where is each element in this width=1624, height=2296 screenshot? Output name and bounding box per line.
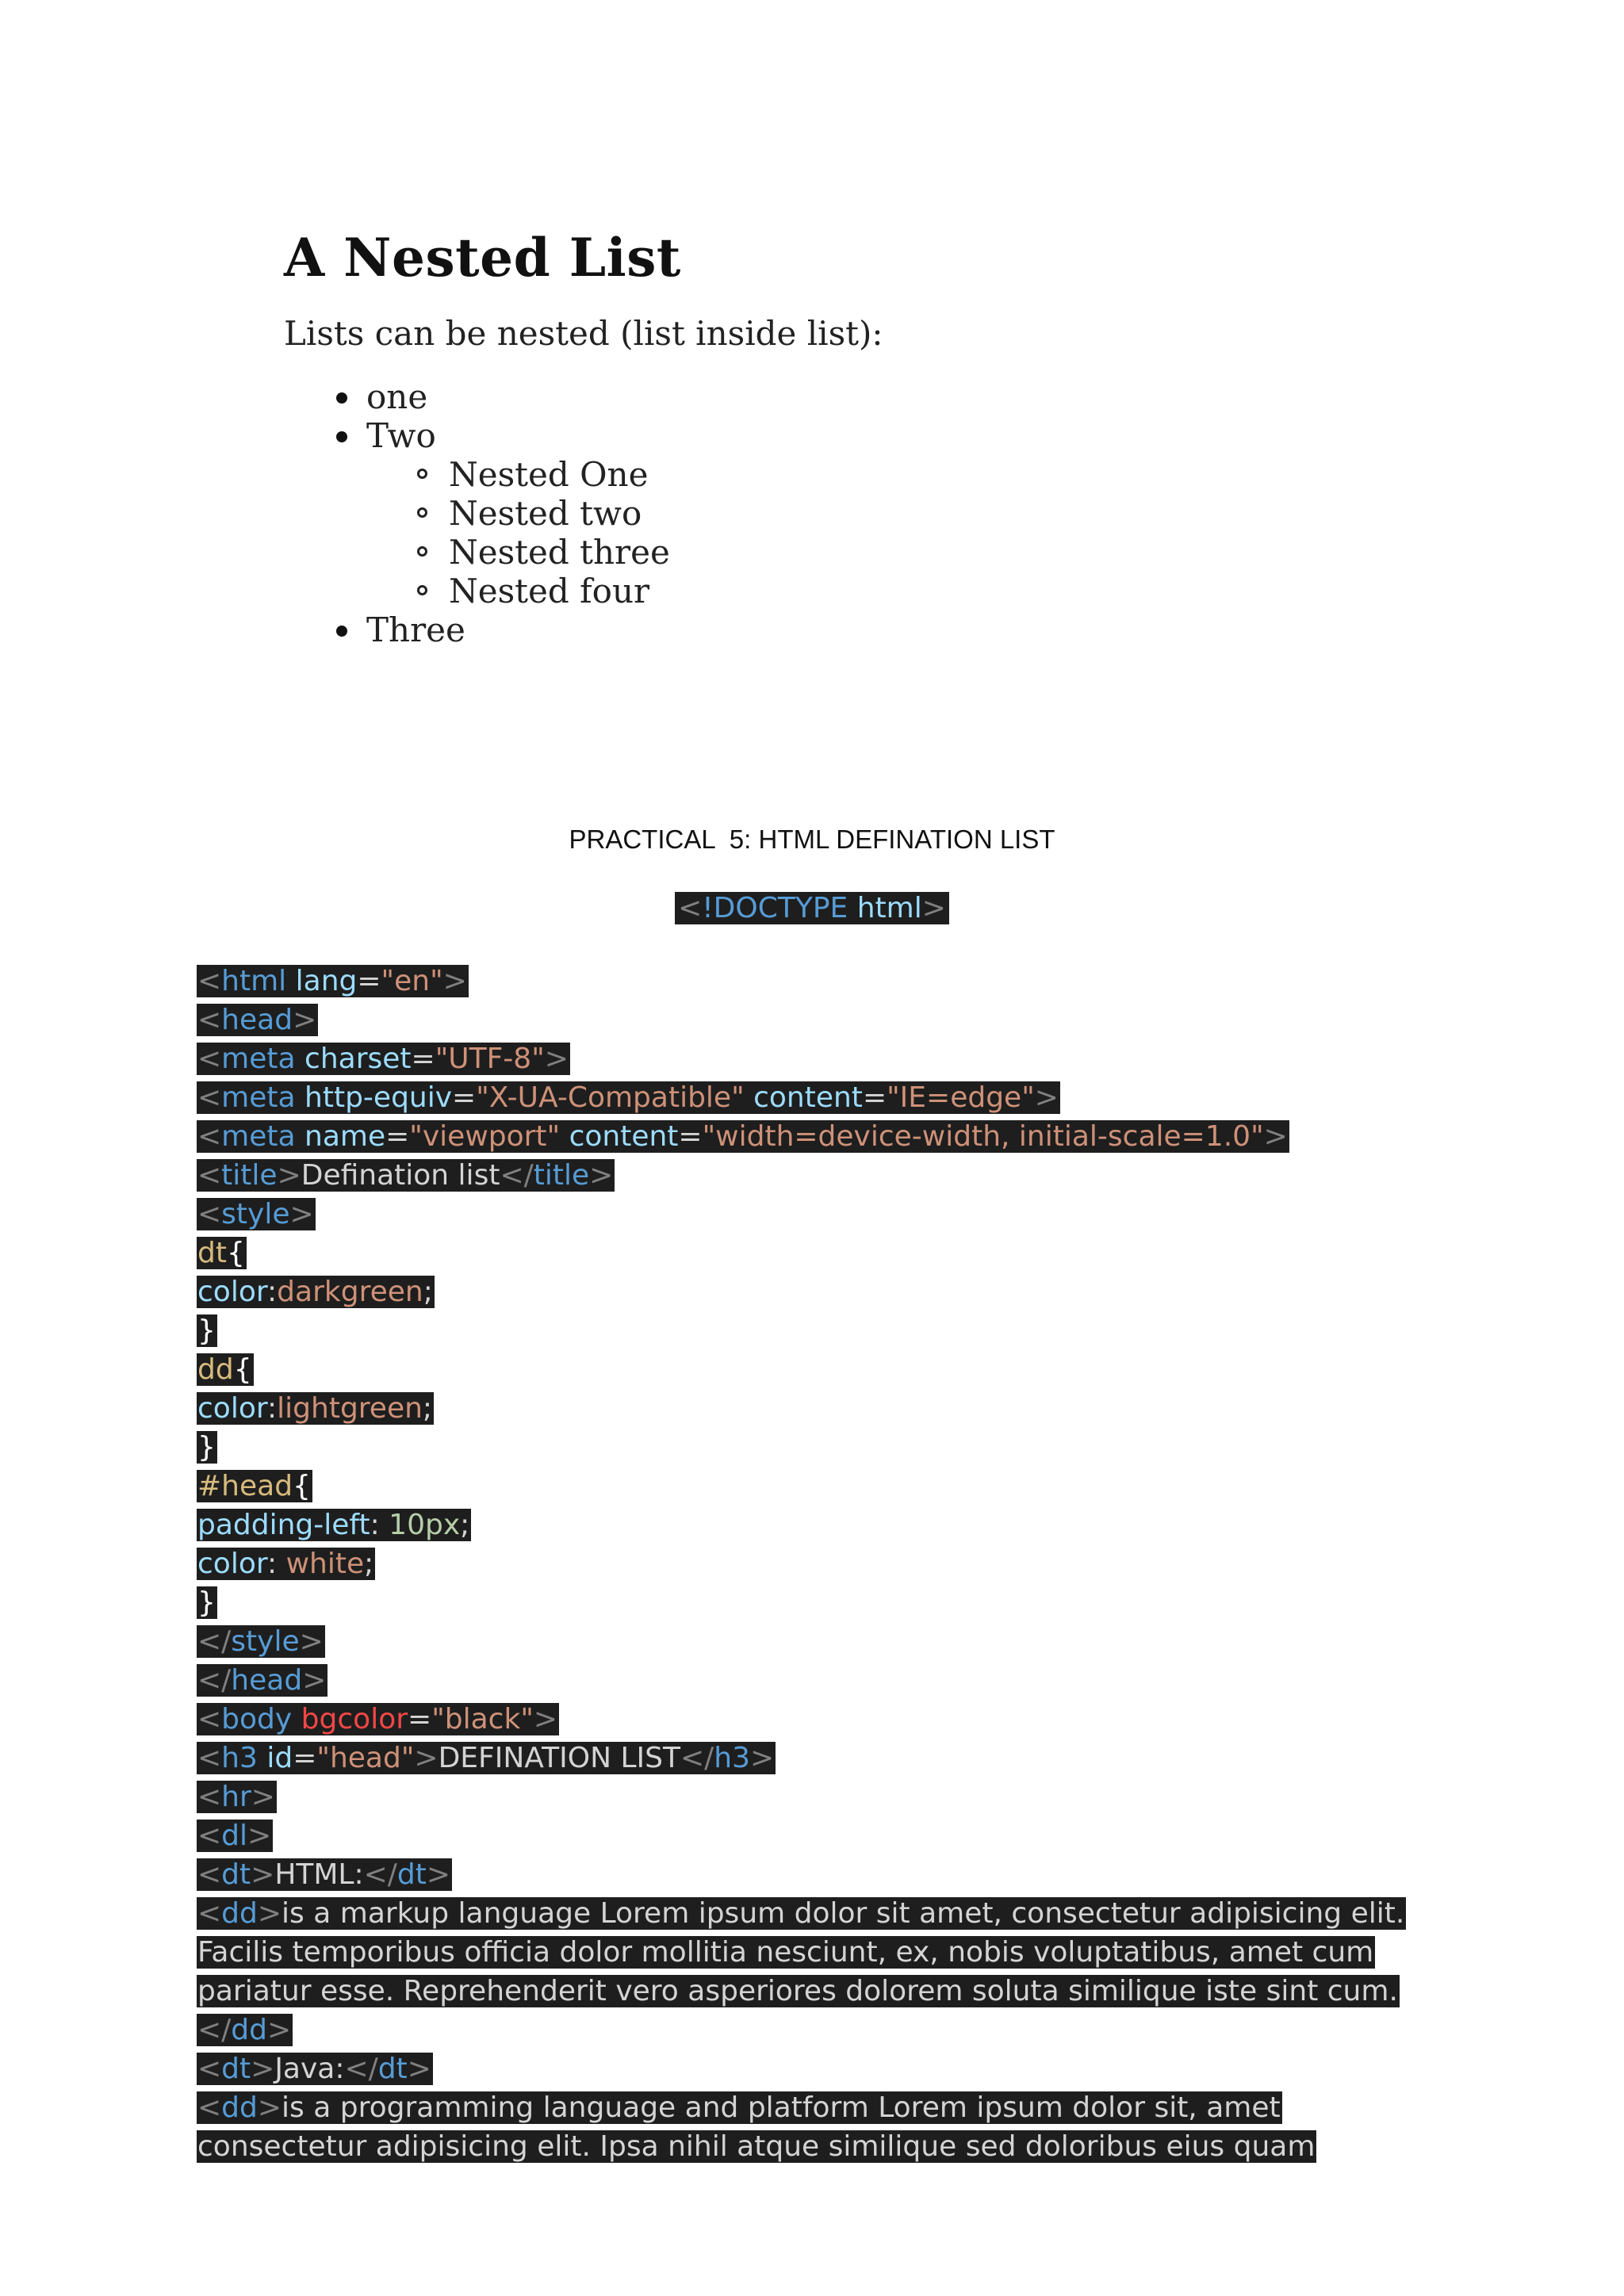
code-line-hr: <hr> [197, 1781, 275, 1813]
nested-list-item [284, 494, 1315, 533]
code-line-body: <body bgcolor="black"> [197, 1703, 558, 1735]
nested-item-label: Nested One [449, 455, 649, 494]
doctype-line: <!DOCTYPE html> [0, 891, 1624, 926]
code-line-dd-html-2: Facilis temporibus officia dolor mollitia nesciunt, ex, nobis voluptatibus, amet cum [197, 1936, 1374, 1969]
code-line-dd-selector: dd{ [197, 1353, 252, 1386]
disc-bullet-icon [336, 431, 347, 442]
list-description: Lists can be nested (list inside list): [284, 314, 883, 353]
nested-list-item [284, 533, 1315, 572]
code-line-dt-color: color:darkgreen; [197, 1276, 433, 1308]
code-line-html: <html lang="en"> [197, 965, 467, 997]
code-line-dt-java: <dt>Java:</dt> [197, 2053, 431, 2085]
circle-bullet-icon [417, 469, 427, 479]
code-line-dd-close: </dd> [197, 2014, 292, 2046]
code-line-dt-html: <dt>HTML:</dt> [197, 1858, 451, 1891]
code-line-dd-java-2: consectetur adipisicing elit. Ipsa nihil atque similique sed doloribus eius quam [197, 2130, 1316, 2163]
nested-item-label: Nested four [449, 572, 650, 610]
code-line-meta-viewport: <meta name="viewport" content="width=device-width, initial-scale=1.0"> [197, 1120, 1288, 1153]
code-line-meta-charset: <meta charset="UTF-8"> [197, 1043, 569, 1075]
practical-heading: PRACTICAL 5: HTML DEFINATION LIST [569, 825, 1055, 854]
code-block [197, 962, 1481, 2166]
code-line-dd-color: color:lightgreen; [197, 1392, 433, 1425]
nested-list-preview [284, 214, 1315, 649]
list-item-label: one [366, 377, 428, 416]
code-line-h3: <h3 id="head">DEFINATION LIST</h3> [197, 1742, 775, 1774]
disc-bullet-icon [336, 392, 347, 404]
circle-bullet-icon [417, 585, 427, 595]
code-line-dt-selector: dt{ [197, 1237, 245, 1269]
circle-bullet-icon [417, 507, 427, 518]
code-line-meta-http-equiv: <meta http-equiv="X-UA-Compatible" content="IE=edge"> [197, 1081, 1059, 1114]
list-item [284, 416, 1315, 610]
code-line-head-color: color: white; [197, 1548, 374, 1580]
circle-bullet-icon [417, 546, 427, 557]
nested-list-item [284, 572, 1315, 610]
list-item [284, 377, 1315, 416]
code-line-head-selector: #head{ [197, 1470, 311, 1502]
outer-list [284, 377, 1315, 649]
nested-item-label: Nested three [449, 533, 670, 572]
disc-bullet-icon [336, 626, 347, 637]
code-line-head-open: <head> [197, 1004, 317, 1036]
code-line-style-open: <style> [197, 1198, 314, 1230]
code-line-dd-html-1: <dd>is a markup language Lorem ipsum dolor sit amet, consectetur adipisicing elit. [197, 1897, 1405, 1930]
code-line-brace: } [197, 1586, 216, 1619]
nested-list-item [284, 455, 1315, 494]
list-item-label: Two [366, 416, 436, 455]
code-line-padding-left: padding-left: 10px; [197, 1509, 470, 1541]
page-title: A Nested List [284, 227, 681, 289]
code-line-dd-java-1: <dd>is a programming language and platform Lorem ipsum dolor sit, amet [197, 2091, 1281, 2124]
code-line-dd-html-3: pariatur esse. Reprehenderit vero asperiores dolorem soluta similique iste sint cum. [197, 1975, 1398, 2007]
list-item-label: Three [366, 610, 465, 649]
nested-list [284, 455, 1315, 610]
code-line-brace: } [197, 1314, 216, 1347]
code-line-title: <title>Defination list</title> [197, 1159, 614, 1192]
code-line-head-close: </head> [197, 1664, 327, 1697]
code-line-brace: } [197, 1431, 216, 1464]
nested-item-label: Nested two [449, 494, 642, 533]
code-line-style-close: </style> [197, 1625, 324, 1658]
code-line-dl: <dl> [197, 1820, 272, 1852]
list-item [284, 610, 1315, 649]
